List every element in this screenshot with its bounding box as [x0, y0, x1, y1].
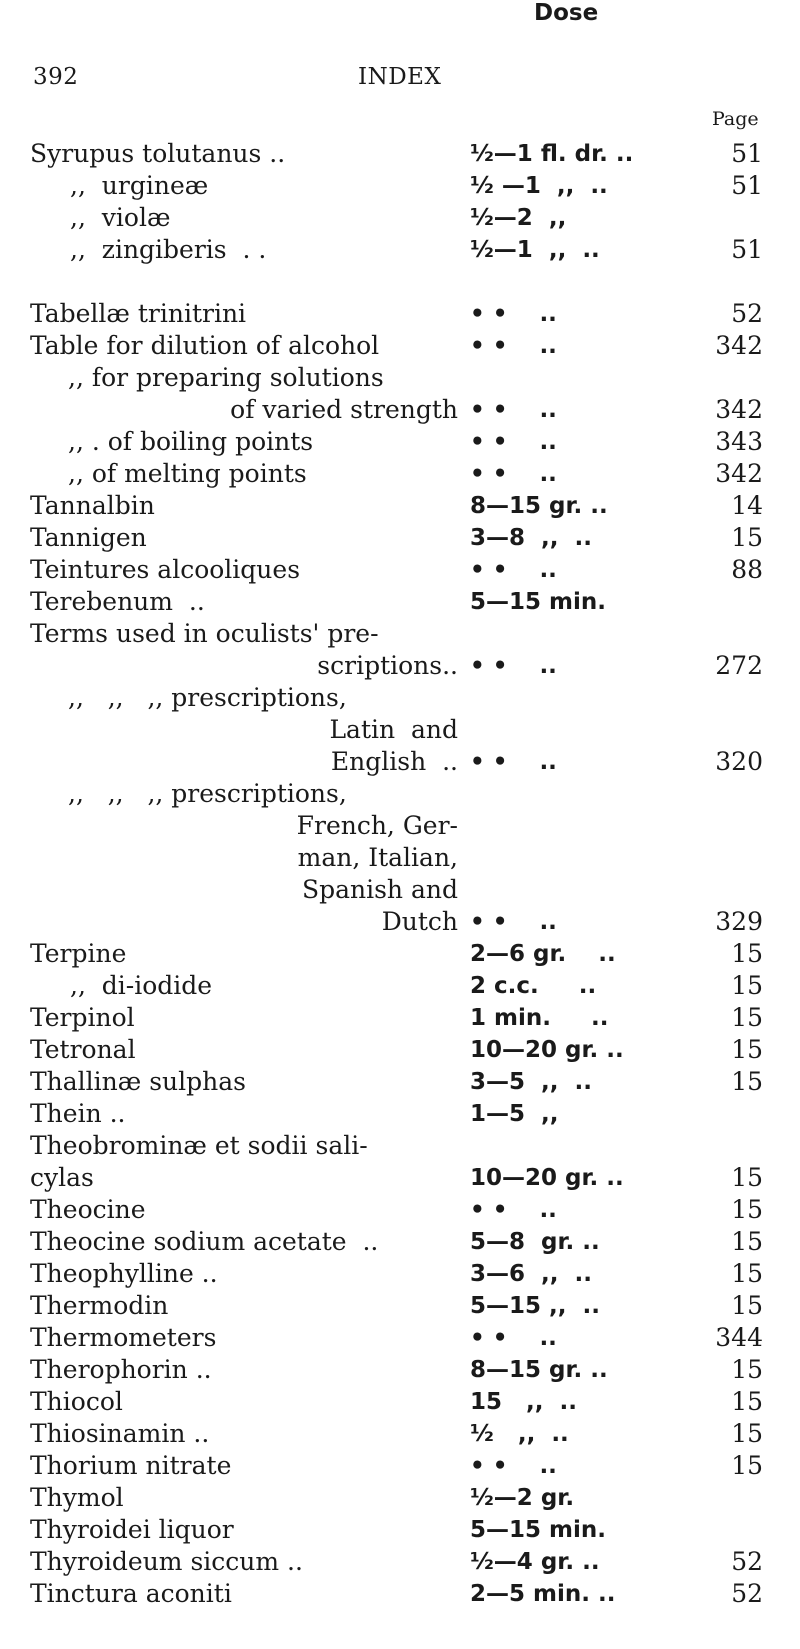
entry-page: 342	[715, 331, 763, 360]
entry-name: Tannalbin	[30, 491, 155, 520]
index-entry	[0, 1482, 800, 1514]
entry-name: Terpinol	[30, 1003, 135, 1032]
entry-name: Thiocol	[30, 1387, 123, 1416]
index-entry	[0, 938, 800, 970]
entry-dose: 5—15 min.	[470, 1517, 606, 1543]
index-entry	[0, 426, 800, 458]
entry-dose: • • ..	[470, 461, 557, 487]
index-entry	[0, 842, 800, 874]
entry-dose: 5—15 min.	[470, 589, 606, 615]
index-entry	[0, 170, 800, 202]
entry-name: Tannigen	[30, 523, 147, 552]
index-entry	[0, 778, 800, 810]
index-entry	[0, 1034, 800, 1066]
entry-name: ,, for preparing solutions	[68, 363, 384, 392]
entry-page: 15	[731, 1067, 763, 1096]
entry-name: French, Ger-	[296, 811, 458, 840]
entry-dose: 2—5 min. ..	[470, 1581, 616, 1607]
entry-page: 272	[715, 651, 763, 680]
index-entry	[0, 138, 800, 170]
index-entry	[0, 970, 800, 1002]
entry-dose: • • ..	[470, 333, 557, 359]
entry-name: Syrupus tolutanus ..	[30, 139, 286, 168]
index-entry	[0, 458, 800, 490]
index-entry	[0, 1578, 800, 1610]
entry-page: 342	[715, 395, 763, 424]
entry-dose: • • ..	[470, 557, 557, 583]
index-entry	[0, 1194, 800, 1226]
index-entry	[0, 682, 800, 714]
entry-dose: • • ..	[470, 749, 557, 775]
index-entry	[0, 394, 800, 426]
index-entry	[0, 1418, 800, 1450]
entry-page: 15	[731, 1035, 763, 1064]
entry-name: Dutch	[381, 907, 458, 936]
entry-name: ,, ,, ,, prescriptions,	[68, 779, 347, 808]
entry-page: 52	[731, 1547, 763, 1576]
index-entry	[0, 1450, 800, 1482]
entry-dose: • • ..	[470, 909, 557, 935]
dose-column-header: Dose	[534, 0, 599, 26]
page-number: 392	[33, 64, 79, 90]
index-entry	[0, 490, 800, 522]
entry-name: Thermodin	[30, 1291, 169, 1320]
entry-name: of varied strength	[230, 395, 458, 424]
entry-page: 343	[715, 427, 763, 456]
entry-dose: ½ ,, ..	[470, 1421, 569, 1447]
entry-page: 52	[731, 299, 763, 328]
index-entry	[0, 1066, 800, 1098]
index-entry	[0, 906, 800, 938]
entry-dose: 10—20 gr. ..	[470, 1165, 624, 1191]
index-entry	[0, 1514, 800, 1546]
entry-name: Thein ..	[30, 1099, 126, 1128]
index-entry	[0, 1002, 800, 1034]
entry-name: Tetronal	[30, 1035, 136, 1064]
entry-dose: • • ..	[470, 429, 557, 455]
entry-name: ,, of melting points	[68, 459, 307, 488]
entry-page: 52	[731, 1579, 763, 1608]
entry-page: 15	[731, 1291, 763, 1320]
entry-dose: 8—15 gr. ..	[470, 1357, 608, 1383]
index-entry	[0, 810, 800, 842]
blank-row	[0, 266, 800, 298]
entry-name: Theophylline ..	[30, 1259, 218, 1288]
index-entry	[0, 362, 800, 394]
entry-page: 342	[715, 459, 763, 488]
entry-name: man, Italian,	[297, 843, 458, 872]
index-entry	[0, 586, 800, 618]
index-entry	[0, 330, 800, 362]
entry-page: 15	[731, 1003, 763, 1032]
entry-page: 15	[731, 1259, 763, 1288]
entry-dose: ½—2 gr.	[470, 1485, 575, 1511]
entry-name: Therophorin ..	[30, 1355, 212, 1384]
entry-name: cylas	[30, 1163, 94, 1192]
index-entry	[0, 746, 800, 778]
entry-dose: 1 min. ..	[470, 1005, 609, 1031]
entry-name: Thyroideum siccum ..	[30, 1547, 303, 1576]
entry-dose: 3—5 ,, ..	[470, 1069, 592, 1095]
entry-name: Thyroidei liquor	[30, 1515, 234, 1544]
entry-dose: 5—15 ,, ..	[470, 1293, 600, 1319]
index-entry	[0, 554, 800, 586]
entry-page: 329	[715, 907, 763, 936]
index-entry	[0, 1322, 800, 1354]
entry-name: English ..	[330, 747, 458, 776]
index-entry	[0, 1226, 800, 1258]
entry-page: 15	[731, 939, 763, 968]
index-entry	[0, 618, 800, 650]
entry-page: 51	[731, 235, 763, 264]
entry-dose: ½—4 gr. ..	[470, 1549, 600, 1575]
index-entry	[0, 1162, 800, 1194]
entry-dose: ½—1 fl. dr. ..	[470, 141, 634, 167]
entry-name: Table for dilution of alcohol	[30, 331, 380, 360]
entry-name: Latin and	[329, 715, 458, 744]
entry-page: 14	[731, 491, 763, 520]
entry-page: 51	[731, 139, 763, 168]
entry-dose: ½ —1 ,, ..	[470, 173, 608, 199]
page-header	[0, 64, 800, 94]
entry-dose: 10—20 gr. ..	[470, 1037, 624, 1063]
entry-dose: • • ..	[470, 1325, 557, 1351]
entry-name: ,, urgineæ	[70, 171, 209, 200]
entry-dose: • • ..	[470, 397, 557, 423]
entry-page: 15	[731, 1419, 763, 1448]
entry-page: 344	[715, 1323, 763, 1352]
index-entry	[0, 522, 800, 554]
entry-page: 15	[731, 1227, 763, 1256]
entry-page: 88	[731, 555, 763, 584]
entry-name: Thorium nitrate	[30, 1451, 232, 1480]
entry-name: Thiosinamin ..	[30, 1419, 210, 1448]
entry-page: 51	[731, 171, 763, 200]
index-entry	[0, 874, 800, 906]
entry-dose: 15 ,, ..	[470, 1389, 577, 1415]
entry-name: Thermometers	[30, 1323, 217, 1352]
entry-name: Terebenum ..	[30, 587, 205, 616]
entry-name: ,, zingiberis . .	[70, 235, 267, 264]
entry-dose: 3—6 ,, ..	[470, 1261, 592, 1287]
entry-dose: 8—15 gr. ..	[470, 493, 608, 519]
entry-name: Tinctura aconiti	[30, 1579, 232, 1608]
entry-name: Theobrominæ et sodii sali-	[30, 1131, 368, 1160]
index-entry	[0, 234, 800, 266]
entry-name: Theocine sodium acetate ..	[30, 1227, 379, 1256]
entry-page: 15	[731, 1355, 763, 1384]
index-entry	[0, 1354, 800, 1386]
entry-page: 15	[731, 1451, 763, 1480]
index-entry	[0, 1258, 800, 1290]
entry-name: ,, ,, ,, prescriptions,	[68, 683, 347, 712]
page-column-header: Page	[712, 108, 759, 130]
entry-page: 15	[731, 971, 763, 1000]
page-title: INDEX	[358, 64, 442, 90]
entry-page: 15	[731, 1387, 763, 1416]
entry-name: Spanish and	[301, 875, 458, 904]
entry-dose: 3—8 ,, ..	[470, 525, 592, 551]
entry-name: scriptions..	[317, 651, 458, 680]
index-entry	[0, 202, 800, 234]
index-entry	[0, 714, 800, 746]
entry-name: ,, . of boiling points	[68, 427, 314, 456]
entry-dose: • • ..	[470, 653, 557, 679]
entry-page: 15	[731, 1163, 763, 1192]
entry-page: 15	[731, 523, 763, 552]
entry-name: Theocine	[30, 1195, 146, 1224]
entry-page: 320	[715, 747, 763, 776]
entry-dose: 1—5 ,,	[470, 1101, 559, 1127]
index-entry	[0, 1386, 800, 1418]
index-entry	[0, 650, 800, 682]
index-entry	[0, 298, 800, 330]
entry-name: Terms used in oculists' pre-	[30, 619, 379, 648]
index-entry	[0, 1130, 800, 1162]
entry-name: ,, di-iodide	[70, 971, 213, 1000]
entry-dose: 5—8 gr. ..	[470, 1229, 600, 1255]
entry-dose: 2 c.c. ..	[470, 973, 597, 999]
entry-dose: ½—1 ,, ..	[470, 237, 600, 263]
entry-dose: ½—2 ,,	[470, 205, 567, 231]
index-entry	[0, 1098, 800, 1130]
entry-dose: • • ..	[470, 301, 557, 327]
entry-name: Teintures alcooliques	[30, 555, 301, 584]
entry-name: Terpine	[30, 939, 127, 968]
entry-page: 15	[731, 1195, 763, 1224]
entry-name: ,, violæ	[70, 203, 171, 232]
entry-name: Tabellæ trinitrini	[30, 299, 247, 328]
entry-dose: • • ..	[470, 1197, 557, 1223]
entry-name: Thymol	[30, 1483, 124, 1512]
entry-dose: 2—6 gr. ..	[470, 941, 616, 967]
index-entry	[0, 1290, 800, 1322]
index-entries	[0, 138, 800, 1610]
index-entry	[0, 1546, 800, 1578]
entry-dose: • • ..	[470, 1453, 557, 1479]
entry-name: Thallinæ sulphas	[30, 1067, 246, 1096]
